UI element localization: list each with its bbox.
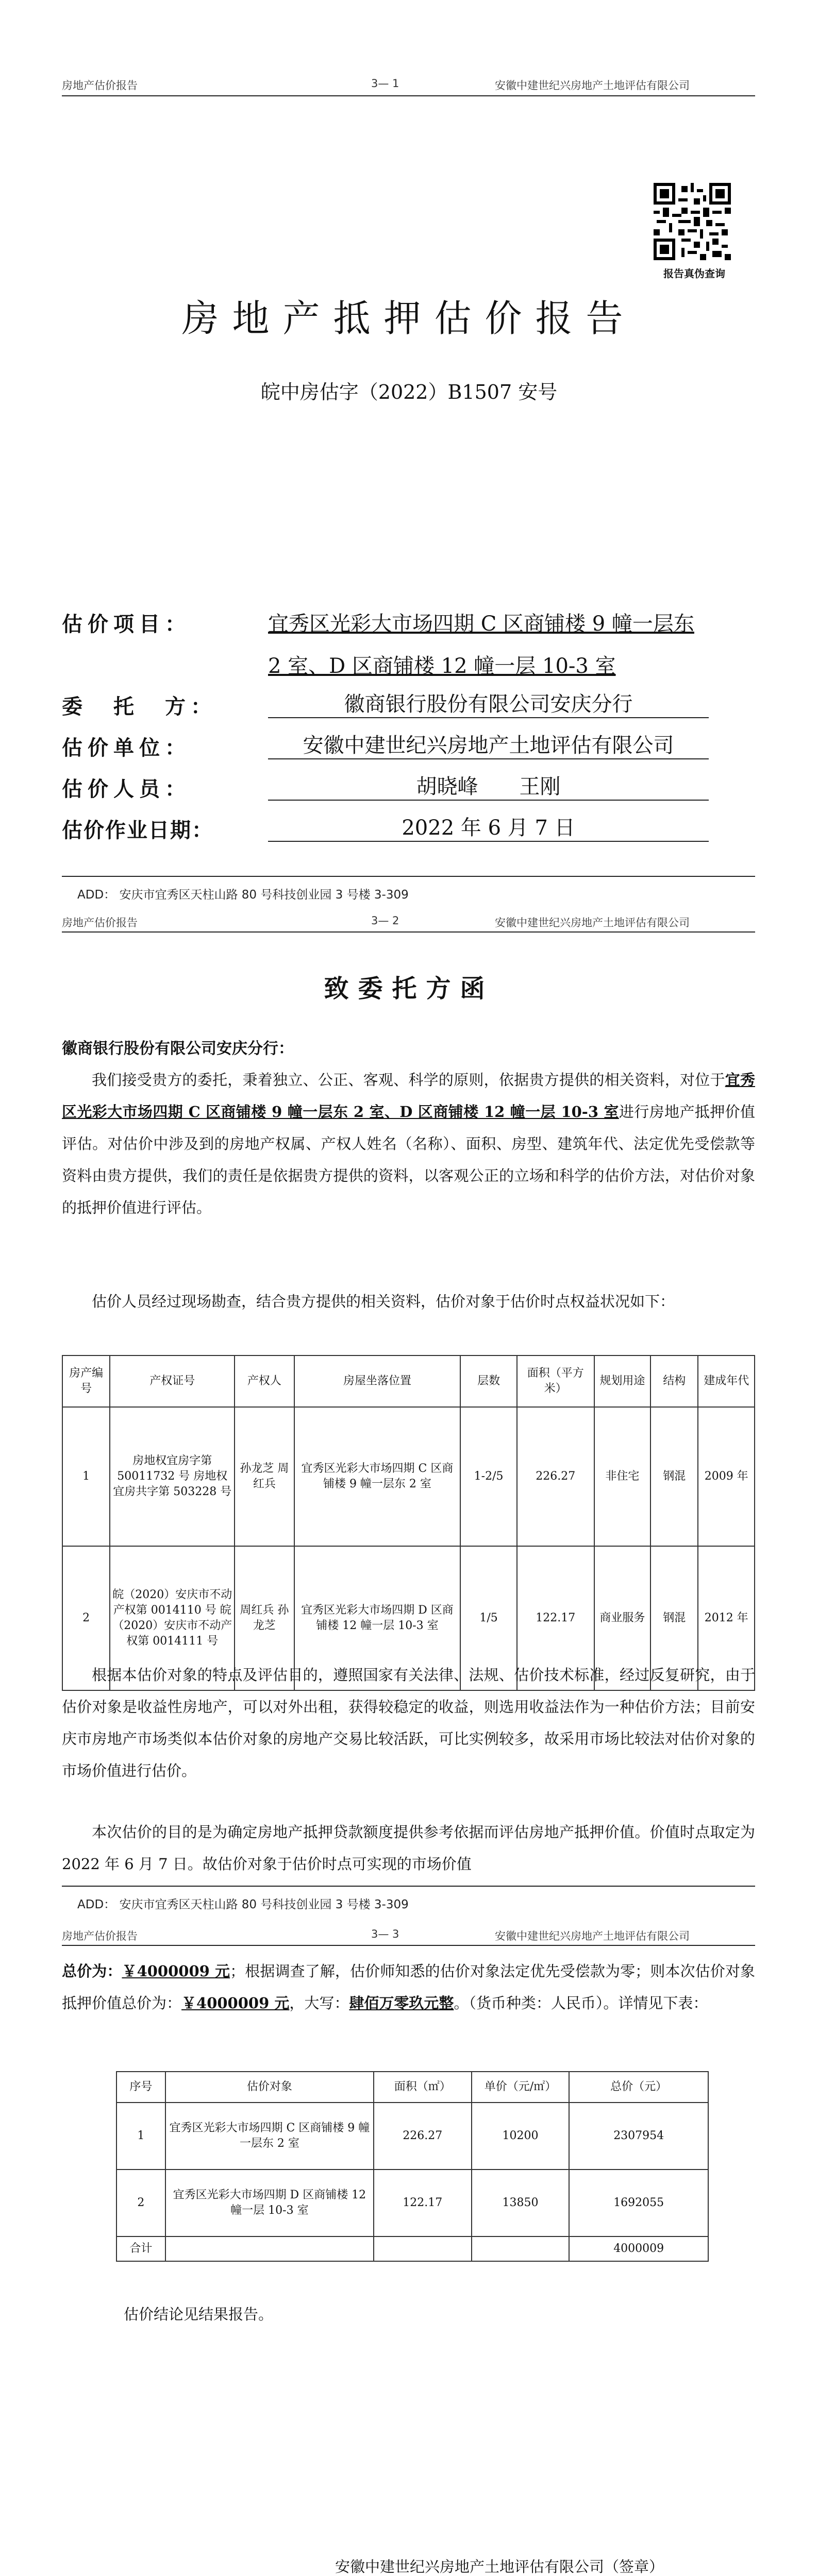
header-company: 安徽中建世纪兴房地产土地评估有限公司 [495,79,690,92]
header-company: 安徽中建世纪兴房地产土地评估有限公司 [495,1930,690,1942]
report-number: 皖中房估字（2022）B1507 安号 [260,381,558,403]
table-header-cell: 序号 [116,2072,165,2103]
cover-field-label-appraisers: 估价人员： [62,777,191,801]
table-row [116,2103,708,2170]
table-cell: 4000009 [569,2236,708,2261]
table-cell: 皖（2020）安庆市不动产权第 0014110 号 皖（2020）安庆市不动产权第 0014111 号 [110,1546,235,1690]
header-rule [62,95,755,96]
header-left: 房地产估价报告 [62,1930,138,1942]
qr-code-icon[interactable] [654,183,731,260]
table-header-row [116,2072,708,2103]
cover-field-value-client: 徽商银行股份有限公司安庆分行 [268,688,709,718]
footer-rule [62,876,755,877]
cover-field-label-appraiser-org: 估价单位： [62,736,191,760]
signature-company: 安徽中建世纪兴房地产土地评估有限公司（签章） [335,2558,664,2575]
table-cell: 1-2/5 [460,1407,517,1546]
table-cell: 1692055 [569,2170,708,2236]
cover-field-label-date: 估价作业日期： [62,818,213,842]
table-header-cell: 产权人 [235,1355,294,1407]
table-header-cell: 总价（元） [569,2072,708,2103]
table-header-cell: 建成年代 [698,1355,755,1407]
header-rule [62,931,755,933]
table-header-cell: 房产编号 [62,1355,110,1407]
table-cell: 13850 [472,2170,570,2236]
table-cell: 10200 [472,2103,570,2170]
letter-salutation: 徽商银行股份有限公司安庆分行： [62,1040,294,1058]
table-cell: 周红兵 孙龙芝 [235,1546,294,1690]
header-left: 房地产估价报告 [62,917,138,929]
header-rule [62,1945,755,1946]
table-row [116,2170,708,2236]
table-header-cell: 面积（平方米） [517,1355,594,1407]
cover-field-label-project: 估价项目： [62,612,191,636]
letter-paragraph-6: 估价结论见结果报告。 [124,2306,274,2323]
table-cell [374,2236,472,2261]
table-cell: 122.17 [517,1546,594,1690]
table-header-cell: 产权证号 [110,1355,235,1407]
letter-paragraph-1: 我们接受贵方的委托，秉着独立、公正、客观、科学的原则，依据贵方提供的相关资料，对位于宜秀区光彩大市场四期 C 区商铺楼 9 幢一层东 2 室、D 区商铺楼 12 幢一层 10-3 室进行房地产抵押价值评估。对估价中涉及到的房地产权属、产权人姓名（名称）、面积、房型、建筑年代、法定优先受偿款等资料由贵方提供，我们的责任是依据贵方提供的资料，以客观公正的立场和科学的估价方法，对估价对象的抵押价值进行评估。 [62,1071,755,1216]
cover-field-value-appraisers: 胡晓峰 王刚 [268,770,709,801]
footer-rule [62,1886,755,1887]
footer-address: ADD： 安庆市宜秀区天柱山路 80 号科技创业园 3 号楼 3-309 [77,1898,409,1911]
page-number: 3— 2 [371,914,399,927]
table-cell: 钢混 [650,1407,698,1546]
table-header-cell: 规划用途 [594,1355,651,1407]
header-left: 房地产估价报告 [62,79,138,92]
table-cell: 1 [116,2103,165,2170]
table-row [62,1407,755,1546]
page-number: 3— 1 [371,77,399,90]
table-header-cell: 层数 [460,1355,517,1407]
table-cell: 合计 [116,2236,165,2261]
table-cell: 2 [116,2170,165,2236]
letter-paragraph-5: 总价为：￥4000009 元；根据调查了解，估价师知悉的估价对象法定优先受偿款为零；则本次估价对象抵押价值总价为：￥4000009 元，大写：肆佰万零玖元整。（货币种类：人民币）。详情见下表： [62,1962,755,2012]
letter-paragraph-3: 根据本估价对象的特点及评估目的，遵照国家有关法律、法规、估价技术标准，经过反复研究，由于估价对象是收益性房地产，可以对外出租，获得较稳定的收益，则选用收益法作为一种估价方法；目前安庆市房地产市场类似本估价对象的房地产交易比较活跃，可比实例较多，故采用市场比较法对估价对象的市场价值进行估价。 [62,1666,755,1780]
table-header-cell: 单价（元/㎡） [472,2072,570,2103]
table-cell: 宜秀区光彩大市场四期 C 区商铺楼 9 幢一层东 2 室 [294,1407,461,1546]
table-cell: 宜秀区光彩大市场四期 D 区商铺楼 12 幢一层 10-3 室 [294,1546,461,1690]
property-table [62,1355,755,1691]
table-cell: 2012 年 [698,1546,755,1690]
table-header-row [62,1355,755,1407]
cover-field-value-appraiser-org: 安徽中建世纪兴房地产土地评估有限公司 [268,729,709,759]
table-header-cell: 房屋坐落位置 [294,1355,461,1407]
qr-caption: 报告真伪查询 [663,267,725,280]
valuation-table [116,2071,709,2262]
table-cell: 226.27 [374,2103,472,2170]
table-cell: 2 [62,1546,110,1690]
table-header-cell: 估价对象 [165,2072,374,2103]
table-cell: 房地权宜房字第 50011732 号 房地权宜房共字第 503228 号 [110,1407,235,1546]
cover-field-value-project: 宜秀区光彩大市场四期 C 区商铺楼 9 幢一层东 2 室、D 区商铺楼 12 幢一层 10-3 室 [268,612,694,678]
table-total-row [116,2236,708,2261]
table-cell [165,2236,374,2261]
table-cell: 1 [62,1407,110,1546]
letter-title: 致委托方函 [324,974,494,1003]
table-cell: 宜秀区光彩大市场四期 D 区商铺楼 12 幢一层 10-3 室 [165,2170,374,2236]
table-cell: 2307954 [569,2103,708,2170]
table-cell: 非住宅 [594,1407,651,1546]
page-number: 3— 3 [371,1928,399,1940]
table-cell: 122.17 [374,2170,472,2236]
table-header-cell: 结构 [650,1355,698,1407]
table-cell: 2009 年 [698,1407,755,1546]
report-title: 房地产抵押估价报告 [181,297,637,340]
table-header-cell: 面积（㎡） [374,2072,472,2103]
table-cell: 1/5 [460,1546,517,1690]
footer-address: ADD： 安庆市宜秀区天柱山路 80 号科技创业园 3 号楼 3-309 [77,888,409,902]
table-cell: 宜秀区光彩大市场四期 C 区商铺楼 9 幢一层东 2 室 [165,2103,374,2170]
table-cell: 商业服务 [594,1546,651,1690]
table-cell: 钢混 [650,1546,698,1690]
table-cell: 孙龙芝 周红兵 [235,1407,294,1546]
table-cell: 226.27 [517,1407,594,1546]
header-company: 安徽中建世纪兴房地产土地评估有限公司 [495,917,690,929]
letter-paragraph-4: 本次估价的目的是为确定房地产抵押贷款额度提供参考依据而评估房地产抵押价值。价值时点取定为 2022 年 6 月 7 日。故估价对象于估价时点可实现的市场价值 [62,1823,755,1873]
letter-paragraph-2: 估价人员经过现场勘查，结合贵方提供的相关资料，估价对象于估价时点权益状况如下： [92,1293,675,1310]
table-cell [472,2236,570,2261]
cover-field-label-client: 委 托 方： [62,694,216,719]
cover-field-value-date: 2022 年 6 月 7 日 [268,811,709,842]
